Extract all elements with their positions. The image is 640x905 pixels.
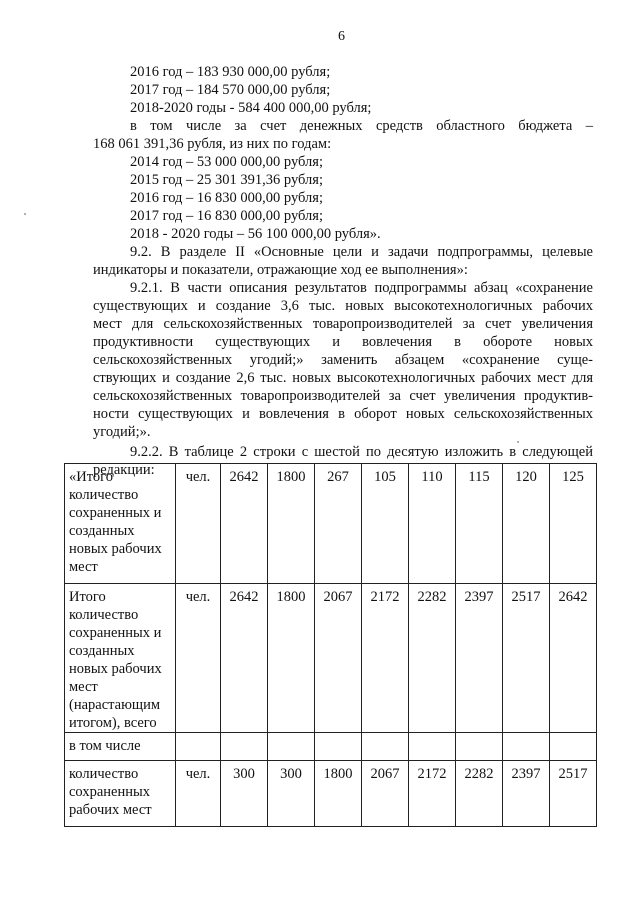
table-cell: 105 [362, 464, 409, 584]
table-cell: 300 [268, 761, 315, 827]
text-line: сельскохозяйственных угодий;» заменить абзацем «сохранение суще- [93, 352, 593, 368]
table-cell: 2517 [503, 584, 550, 733]
text-line: 2015 год – 25 301 391,36 рубля; [130, 172, 323, 188]
table-row-label: «Итого количество сохраненных и созданных новых рабочих мест [65, 464, 176, 584]
table-cell-unit: чел. [176, 464, 221, 584]
table-cell-unit: чел. [176, 761, 221, 827]
text-line: 2016 год – 16 830 000,00 рубля; [130, 190, 323, 206]
table-cell: 2642 [221, 464, 268, 584]
text-line: 2017 год – 184 570 000,00 рубля; [130, 82, 331, 98]
table-cell: 2397 [503, 761, 550, 827]
text-line: 2018 - 2020 годы – 56 100 000,00 рубля». [130, 226, 381, 242]
table-cell: 2172 [362, 584, 409, 733]
table-cell [362, 733, 409, 761]
text-line: мест для сельскохозяйственных товаропроизводителей за счет увеличения [93, 316, 593, 332]
indicators-table [64, 463, 597, 827]
table-cell: 2282 [456, 761, 503, 827]
table-row-label: количество сохраненных рабочих мест [65, 761, 176, 827]
text-line: индикаторы и показатели, отражающие ход ее выполнения»: [93, 262, 468, 278]
text-line: в том числе за счет денежных средств областного бюджета – [130, 118, 593, 134]
table-cell [409, 733, 456, 761]
table-cell: 2067 [315, 584, 362, 733]
table-cell: 125 [550, 464, 597, 584]
text-line: 168 061 391,36 рубля, из них по годам: [93, 136, 332, 152]
table-cell: 110 [409, 464, 456, 584]
table-cell: 2282 [409, 584, 456, 733]
table-cell: 2172 [409, 761, 456, 827]
table-cell [221, 733, 268, 761]
table-cell: 1800 [268, 584, 315, 733]
table-row-label: Итого количество сохраненных и созданных новых рабочих мест (нарастающим итогом), всего [65, 584, 176, 733]
text-line: 2016 год – 183 930 000,00 рубля; [130, 64, 331, 80]
table-cell [268, 733, 315, 761]
page-number: 6 [338, 29, 345, 44]
table-row [65, 584, 597, 733]
table-cell: 1800 [268, 464, 315, 584]
table-cell: 2397 [456, 584, 503, 733]
table-cell: 115 [456, 464, 503, 584]
table-cell [550, 733, 597, 761]
table-cell: 2642 [550, 584, 597, 733]
table-cell: 2067 [362, 761, 409, 827]
text-line: сельскохозяйственных товаропроизводителей за счет увеличения продуктив- [93, 388, 593, 404]
table-cell: 1800 [315, 761, 362, 827]
table-cell: 300 [221, 761, 268, 827]
table-cell: 267 [315, 464, 362, 584]
text-line: угодий;». [93, 424, 151, 440]
table-row [65, 761, 597, 827]
text-line: 2017 год – 16 830 000,00 рубля; [130, 208, 323, 224]
table-cell: 2642 [221, 584, 268, 733]
document-body [93, 63, 593, 479]
table-cell: 120 [503, 464, 550, 584]
scan-speck [24, 213, 26, 215]
table-row [65, 464, 597, 584]
scan-speck [517, 441, 519, 443]
table-row [65, 733, 597, 761]
text-line: существующих и создание 3,6 тыс. новых высокотехнологичных рабочих [93, 298, 593, 314]
table-row-label: в том числе [65, 733, 176, 761]
text-line: редакции: [93, 462, 155, 478]
text-line: ствующих и создание 2,6 тыс. новых высокотехнологичных рабочих мест для [93, 370, 593, 386]
table-cell [315, 733, 362, 761]
table-cell: 2517 [550, 761, 597, 827]
table-cell [456, 733, 503, 761]
table-cell-unit [176, 733, 221, 761]
text-line: 9.2. В разделе II «Основные цели и задачи подпрограммы, целевые [130, 244, 593, 260]
text-line: 2014 год – 53 000 000,00 рубля; [130, 154, 323, 170]
text-line: 9.2.1. В части описания результатов подпрограммы абзац «сохранение [130, 280, 593, 296]
text-line: продуктивности существующих и вовлечения в обороте новых [93, 334, 593, 350]
table-cell [503, 733, 550, 761]
text-line: 2018-2020 годы - 584 400 000,00 рубля; [130, 100, 372, 116]
table-cell-unit: чел. [176, 584, 221, 733]
text-line: ности существующих и вовлечения в оборот новых сельскохозяйственных [93, 406, 593, 422]
text-line: 9.2.2. В таблице 2 строки с шестой по десятую изложить в следующей [130, 444, 593, 460]
